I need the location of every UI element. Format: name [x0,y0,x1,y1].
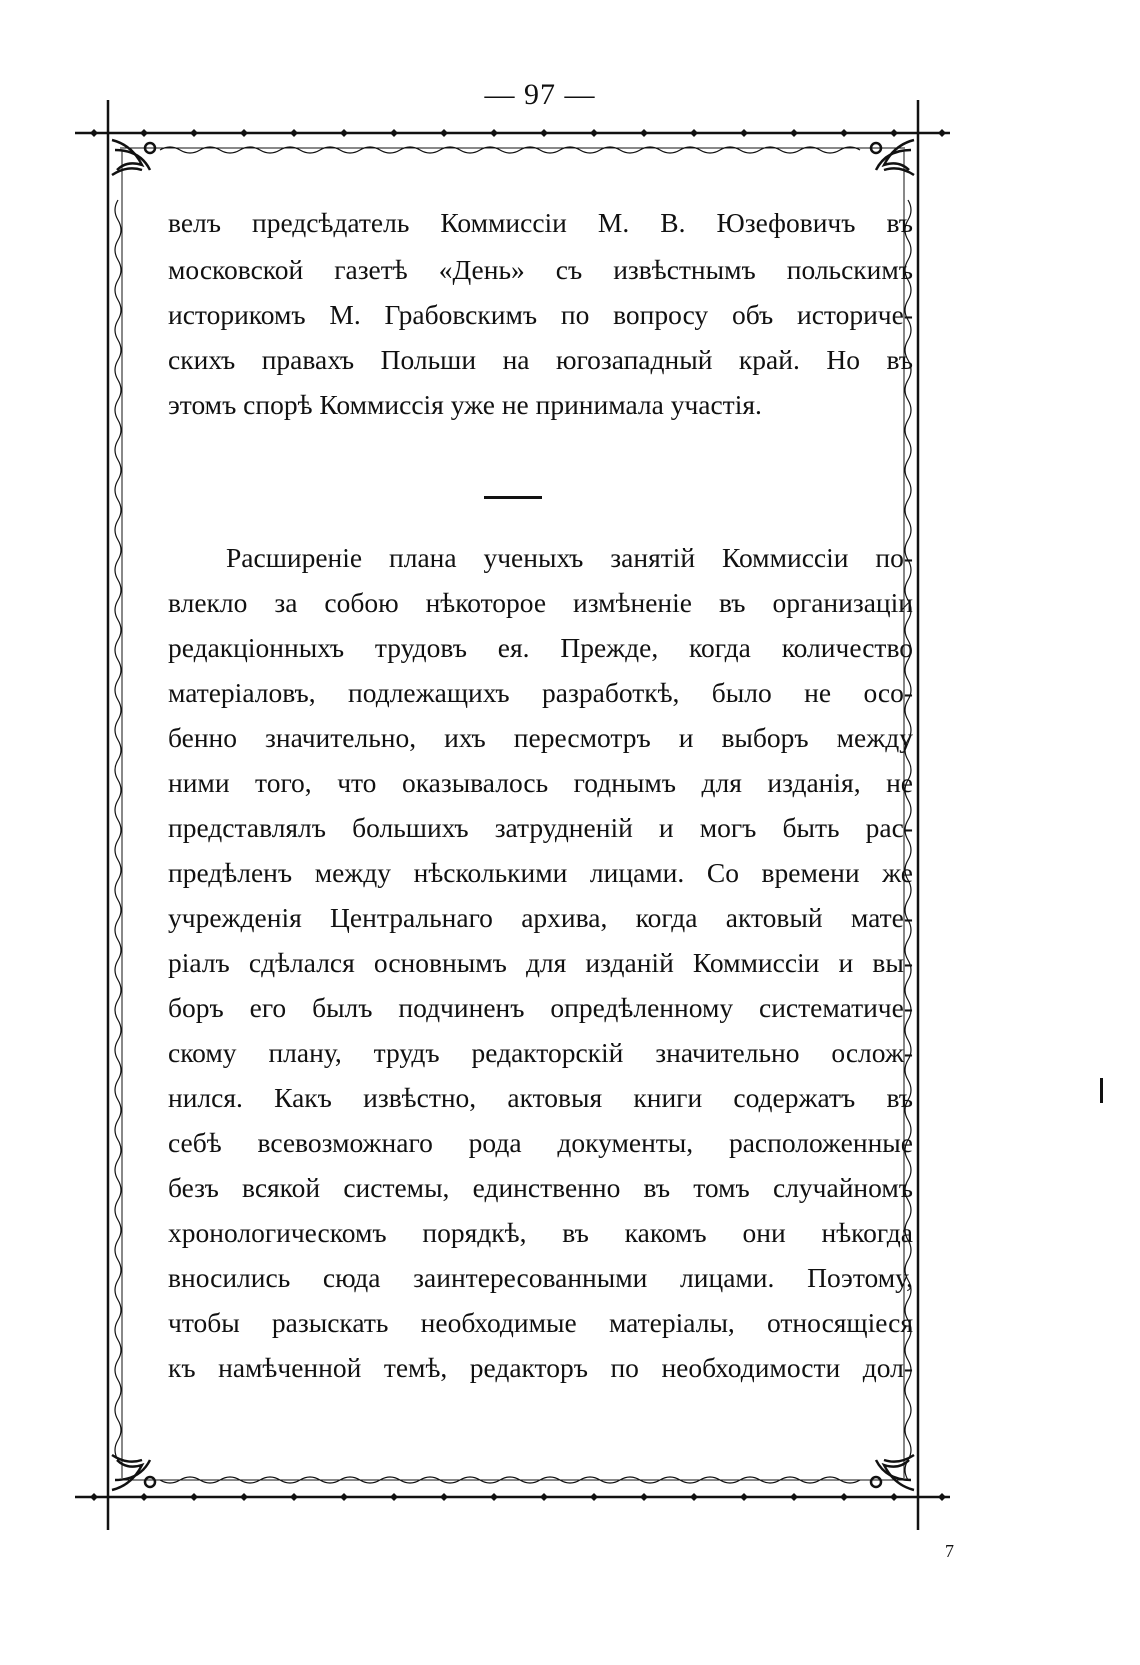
text-line: ріалъ сдѣлался основнымъ для изданій Коммиссіи и вы- [168,947,913,978]
text-line: московской газетѣ «День» съ извѣстнымъ польскимъ [168,254,913,285]
text-line: къ намѣченной темѣ, редакторъ по необходимости дол- [168,1352,913,1383]
text-line: учрежденія Центральнаго архива, когда актовый мате- [168,902,913,933]
top-rule-diamonds [90,129,946,137]
text-line: хронологическомъ порядкѣ, въ какомъ они нѣкогда [168,1217,913,1248]
text-line: велъ предсѣдатель Коммиссіи М. В. Юзефовичъ въ [168,207,913,238]
margin-mark [1100,1078,1103,1103]
text-line: влекло за собою нѣкоторое измѣненіе въ организаціи [168,587,913,618]
corner-ornament-top-left [112,140,155,175]
corner-ornament-bottom-left [112,1455,155,1490]
corner-ornament-top-right [871,140,914,175]
text-line: чтобы разыскать необходимые матеріалы, относящіеся [168,1307,913,1338]
text-line: редакціонныхъ трудовъ ея. Прежде, когда количество [168,632,913,663]
text-line: безъ всякой системы, единственно въ томъ случайномъ [168,1172,913,1203]
text-line: представлялъ большихъ затрудненій и могъ быть рас- [168,812,913,843]
text-line: историкомъ М. Грабовскимъ по вопросу объ историче- [168,299,913,330]
text-line: бенно значительно, ихъ пересмотръ и выборъ между [168,722,913,753]
text-line: предѣленъ между нѣсколькими лицами. Со времени же [168,857,913,888]
text-line: нился. Какъ извѣстно, актовыя книги содержатъ въ [168,1082,913,1113]
text-line: себѣ всевозможнаго рода документы, расположенные [168,1127,913,1158]
text-line: вносились сюда заинтересованными лицами. Поэтому, [168,1262,913,1293]
text-line: этомъ спорѣ Коммиссія уже не принимала участія. [168,389,762,420]
signature-mark: 7 [945,1541,954,1561]
text-line: скому плану, трудъ редакторскій значительно ослож- [168,1037,913,1068]
bottom-rule-diamonds [90,1493,946,1501]
page-number: — 97 — [484,78,596,111]
text-line: боръ его былъ подчиненъ опредѣленному систематиче- [168,992,913,1023]
text-line: матеріаловъ, подлежащихъ разработкѣ, было не осо- [168,677,913,708]
text-line: скихъ правахъ Польши на югозападный край. Но въ [168,344,913,375]
corner-ornament-bottom-right [871,1455,914,1490]
text-line: Расширеніе плана ученыхъ занятій Коммиссіи по- [226,542,913,573]
section-divider [484,496,542,499]
text-line: ними того, что оказывалось годнымъ для изданія, не [168,767,913,798]
